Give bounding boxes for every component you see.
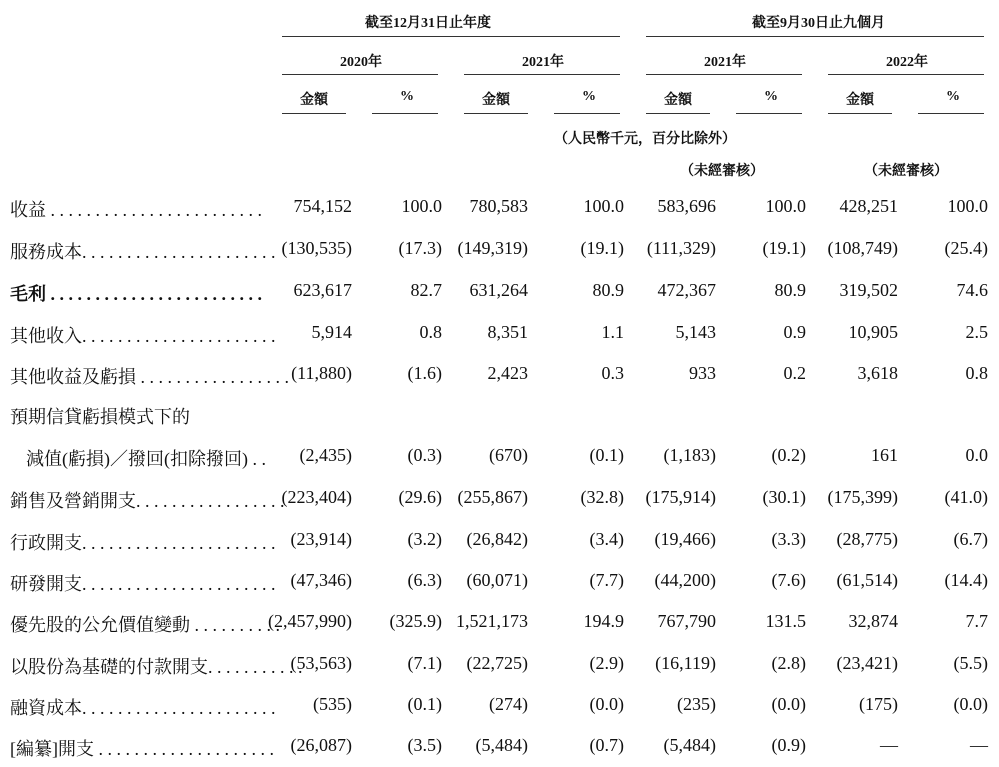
cell-percent: 0.8	[965, 363, 988, 383]
cell-amount: (23,421)	[836, 653, 898, 673]
cell-amount: 10,905	[848, 322, 898, 342]
currency-note: （人民幣千元，百分比除外）	[554, 132, 736, 147]
col-underline	[554, 113, 620, 114]
cell-percent: (3.4)	[589, 529, 624, 549]
cell-amount: (60,071)	[466, 570, 528, 590]
cell-percent: (7.7)	[589, 570, 624, 590]
cell-percent: 0.0	[965, 445, 988, 465]
cell-amount: 319,502	[839, 280, 898, 300]
cell-percent: (0.0)	[589, 694, 624, 714]
row-label: 預期信貸虧損模式下的	[10, 407, 190, 427]
cell-percent: (2.8)	[771, 653, 806, 673]
cell-amount: 428,251	[839, 196, 898, 216]
row-label: [編纂]開支 . . . . . . . . . . . . . . . . . . . .	[10, 739, 274, 759]
cell-amount: (255,867)	[457, 487, 528, 507]
cell-percent: 100.0	[765, 196, 806, 216]
cell-amount: (175,399)	[827, 487, 898, 507]
cell-percent: (30.1)	[762, 487, 806, 507]
row-label: 毛利 . . . . . . . . . . . . . . . . . . . . . . . .	[10, 284, 262, 304]
year-underline	[646, 74, 802, 75]
row-label: 減值(虧損)／撥回(扣除撥回) . .	[26, 449, 266, 469]
cell-percent: —	[970, 735, 988, 755]
cell-amount: (61,514)	[836, 570, 898, 590]
cell-percent: (7.6)	[771, 570, 806, 590]
cell-amount: (235)	[677, 694, 716, 714]
cell-percent: (2.9)	[589, 653, 624, 673]
cell-amount: (16,119)	[655, 653, 716, 673]
percent-header: %	[582, 89, 596, 104]
cell-amount: 933	[689, 363, 716, 383]
cell-percent: (0.0)	[771, 694, 806, 714]
cell-amount: 767,790	[657, 611, 716, 631]
group-header-year-end: 截至12月31日止年度	[365, 16, 491, 31]
cell-percent: 194.9	[583, 611, 624, 631]
cell-percent: (3.2)	[407, 529, 442, 549]
amount-header: 金額	[300, 93, 328, 108]
cell-percent: 2.5	[965, 322, 988, 342]
unaudited-note-2022: （未經審核）	[864, 164, 948, 179]
cell-amount: (108,749)	[827, 238, 898, 258]
group-underline-nine-months	[646, 36, 984, 37]
cell-amount: 472,367	[657, 280, 716, 300]
col-underline	[918, 113, 984, 114]
col-underline	[828, 113, 892, 114]
cell-percent: (7.1)	[407, 653, 442, 673]
cell-percent: (6.7)	[953, 529, 988, 549]
cell-percent: 80.9	[774, 280, 806, 300]
percent-header: %	[400, 89, 414, 104]
cell-amount: (2,435)	[299, 445, 352, 465]
year-underline	[828, 74, 984, 75]
cell-amount: (535)	[313, 694, 352, 714]
cell-percent: 74.6	[956, 280, 988, 300]
cell-percent: 0.9	[783, 322, 806, 342]
col-underline	[736, 113, 802, 114]
cell-percent: (0.3)	[407, 445, 442, 465]
cell-percent: (41.0)	[944, 487, 988, 507]
col-underline	[282, 113, 346, 114]
cell-percent: 0.8	[419, 322, 442, 342]
unaudited-note-2021: （未經審核）	[680, 164, 764, 179]
year-header-2022-9m: 2022年	[886, 55, 928, 70]
cell-amount: (22,725)	[466, 653, 528, 673]
year-header-2021-9m: 2021年	[704, 55, 746, 70]
cell-amount: 754,152	[293, 196, 352, 216]
cell-percent: 7.7	[965, 611, 988, 631]
amount-header: 金額	[846, 93, 874, 108]
percent-header: %	[946, 89, 960, 104]
year-header-2020: 2020年	[340, 55, 382, 70]
cell-percent: 1.1	[601, 322, 624, 342]
cell-percent: 131.5	[765, 611, 806, 631]
cell-percent: (5.5)	[953, 653, 988, 673]
cell-amount: (28,775)	[836, 529, 898, 549]
cell-amount: (26,842)	[466, 529, 528, 549]
cell-amount: 1,521,173	[456, 611, 528, 631]
cell-percent: (19.1)	[580, 238, 624, 258]
group-underline-year-end	[282, 36, 620, 37]
year-header-2021-fy: 2021年	[522, 55, 564, 70]
cell-amount: (19,466)	[654, 529, 716, 549]
group-header-nine-months: 截至9月30日止九個月	[752, 16, 885, 31]
cell-amount: (26,087)	[290, 735, 352, 755]
row-label: 收益 . . . . . . . . . . . . . . . . . . . . . . . .	[10, 200, 262, 220]
cell-percent: (14.4)	[944, 570, 988, 590]
cell-amount: 8,351	[487, 322, 528, 342]
cell-percent: (0.7)	[589, 735, 624, 755]
cell-amount: (670)	[489, 445, 528, 465]
cell-percent: (0.1)	[407, 694, 442, 714]
amount-header: 金額	[664, 93, 692, 108]
cell-percent: 80.9	[592, 280, 624, 300]
cell-amount: (47,346)	[290, 570, 352, 590]
cell-percent: (3.3)	[771, 529, 806, 549]
cell-amount: 631,264	[469, 280, 528, 300]
row-label: 銷售及營銷開支. . . . . . . . . . . . . . . . .	[10, 491, 285, 511]
cell-percent: 82.7	[410, 280, 442, 300]
cell-percent: (325.9)	[389, 611, 442, 631]
cell-percent: 100.0	[583, 196, 624, 216]
cell-amount: (5,484)	[663, 735, 716, 755]
cell-amount: (5,484)	[475, 735, 528, 755]
cell-percent: (32.8)	[580, 487, 624, 507]
row-label: 其他收益及虧損 . . . . . . . . . . . . . . . . .	[10, 367, 289, 387]
cell-percent: 0.3	[601, 363, 624, 383]
cell-amount: 5,143	[675, 322, 716, 342]
col-underline	[372, 113, 438, 114]
cell-amount: (130,535)	[281, 238, 352, 258]
cell-percent: (17.3)	[398, 238, 442, 258]
cell-amount: (111,329)	[646, 238, 716, 258]
cell-amount: 161	[871, 445, 898, 465]
cell-percent: 100.0	[947, 196, 988, 216]
cell-amount: 780,583	[469, 196, 528, 216]
row-label: 融資成本. . . . . . . . . . . . . . . . . . . . . .	[10, 698, 276, 718]
cell-percent: (25.4)	[944, 238, 988, 258]
row-label: 其他收入. . . . . . . . . . . . . . . . . . . . . .	[10, 326, 276, 346]
cell-percent: (19.1)	[762, 238, 806, 258]
amount-header: 金額	[482, 93, 510, 108]
percent-header: %	[764, 89, 778, 104]
cell-amount: (175)	[859, 694, 898, 714]
cell-percent: (0.1)	[589, 445, 624, 465]
cell-amount: (175,914)	[645, 487, 716, 507]
cell-amount: (274)	[489, 694, 528, 714]
col-underline	[464, 113, 528, 114]
cell-amount: (23,914)	[290, 529, 352, 549]
cell-amount: (223,404)	[281, 487, 352, 507]
cell-percent: (0.9)	[771, 735, 806, 755]
cell-amount: (1,183)	[663, 445, 716, 465]
row-label: 以股份為基礎的付款開支. . . . . . . . . . .	[10, 657, 303, 677]
cell-amount: 5,914	[311, 322, 352, 342]
year-underline	[464, 74, 620, 75]
cell-amount: —	[880, 735, 898, 755]
cell-percent: 0.2	[783, 363, 806, 383]
cell-percent: (1.6)	[407, 363, 442, 383]
row-label: 行政開支. . . . . . . . . . . . . . . . . . . . . .	[10, 533, 276, 553]
cell-percent: (0.0)	[953, 694, 988, 714]
cell-amount: 583,696	[657, 196, 716, 216]
row-label: 優先股的公允價值變動 . . . . . . . . . .	[10, 615, 280, 635]
cell-amount: 3,618	[857, 363, 898, 383]
year-underline	[282, 74, 438, 75]
cell-amount: (44,200)	[654, 570, 716, 590]
cell-amount: 2,423	[487, 363, 528, 383]
row-label: 服務成本. . . . . . . . . . . . . . . . . . . . . .	[10, 242, 276, 262]
cell-amount: (2,457,990)	[268, 611, 352, 631]
row-label: 研發開支. . . . . . . . . . . . . . . . . . . . . .	[10, 574, 276, 594]
cell-percent: (3.5)	[407, 735, 442, 755]
cell-percent: (6.3)	[407, 570, 442, 590]
cell-amount: (11,880)	[291, 363, 352, 383]
cell-amount: (149,319)	[457, 238, 528, 258]
col-underline	[646, 113, 710, 114]
cell-amount: (53,563)	[290, 653, 352, 673]
cell-percent: (0.2)	[771, 445, 806, 465]
cell-amount: 623,617	[293, 280, 352, 300]
cell-amount: 32,874	[848, 611, 898, 631]
cell-percent: 100.0	[401, 196, 442, 216]
cell-percent: (29.6)	[398, 487, 442, 507]
